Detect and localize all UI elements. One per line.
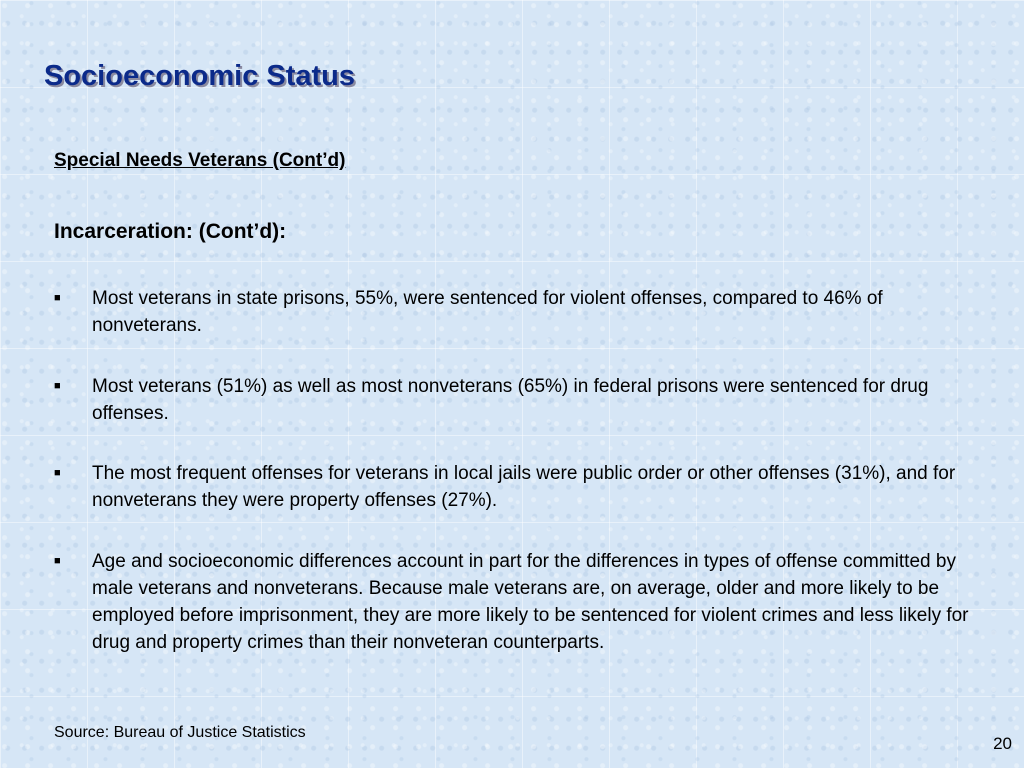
bullet-item (54, 460, 989, 514)
slide-subtitle: Special Needs Veterans (Cont’d) (54, 150, 346, 171)
square-bullet-icon: ■ (54, 555, 61, 567)
bullet-text: Most veterans (51%) as well as most nonveterans (65%) in federal prisons were sentenced for drug offenses. (92, 376, 929, 424)
square-bullet-icon: ■ (54, 292, 61, 304)
bullet-text: Most veterans in state prisons, 55%, were sentenced for violent offenses, compared to 46% of nonveterans. (92, 288, 883, 336)
page-number: 20 (993, 734, 1012, 753)
section-heading: Incarceration: (Cont’d): (54, 220, 287, 243)
square-bullet-icon: ■ (54, 467, 61, 479)
bullet-item (54, 548, 989, 656)
bullet-text: The most frequent offenses for veterans in local jails were public order or other offenses (31%), and for nonveterans they were property offenses (27%). (92, 463, 956, 511)
bullet-item (54, 373, 989, 427)
source-citation: Source: Bureau of Justice Statistics (54, 724, 306, 741)
square-bullet-icon: ■ (54, 380, 61, 392)
bullet-item (54, 285, 989, 339)
slide-title: Socioeconomic Status (44, 60, 356, 92)
bullet-text: Age and socioeconomic differences account in part for the differences in types of offense committed by male veterans and nonveterans. Because male veterans are, on average, older and more likely to be employed before imprisonment, they are more likely to be sentenced for violent crimes and less likely for drug and property crimes than their nonveteran counterparts. (92, 551, 969, 653)
